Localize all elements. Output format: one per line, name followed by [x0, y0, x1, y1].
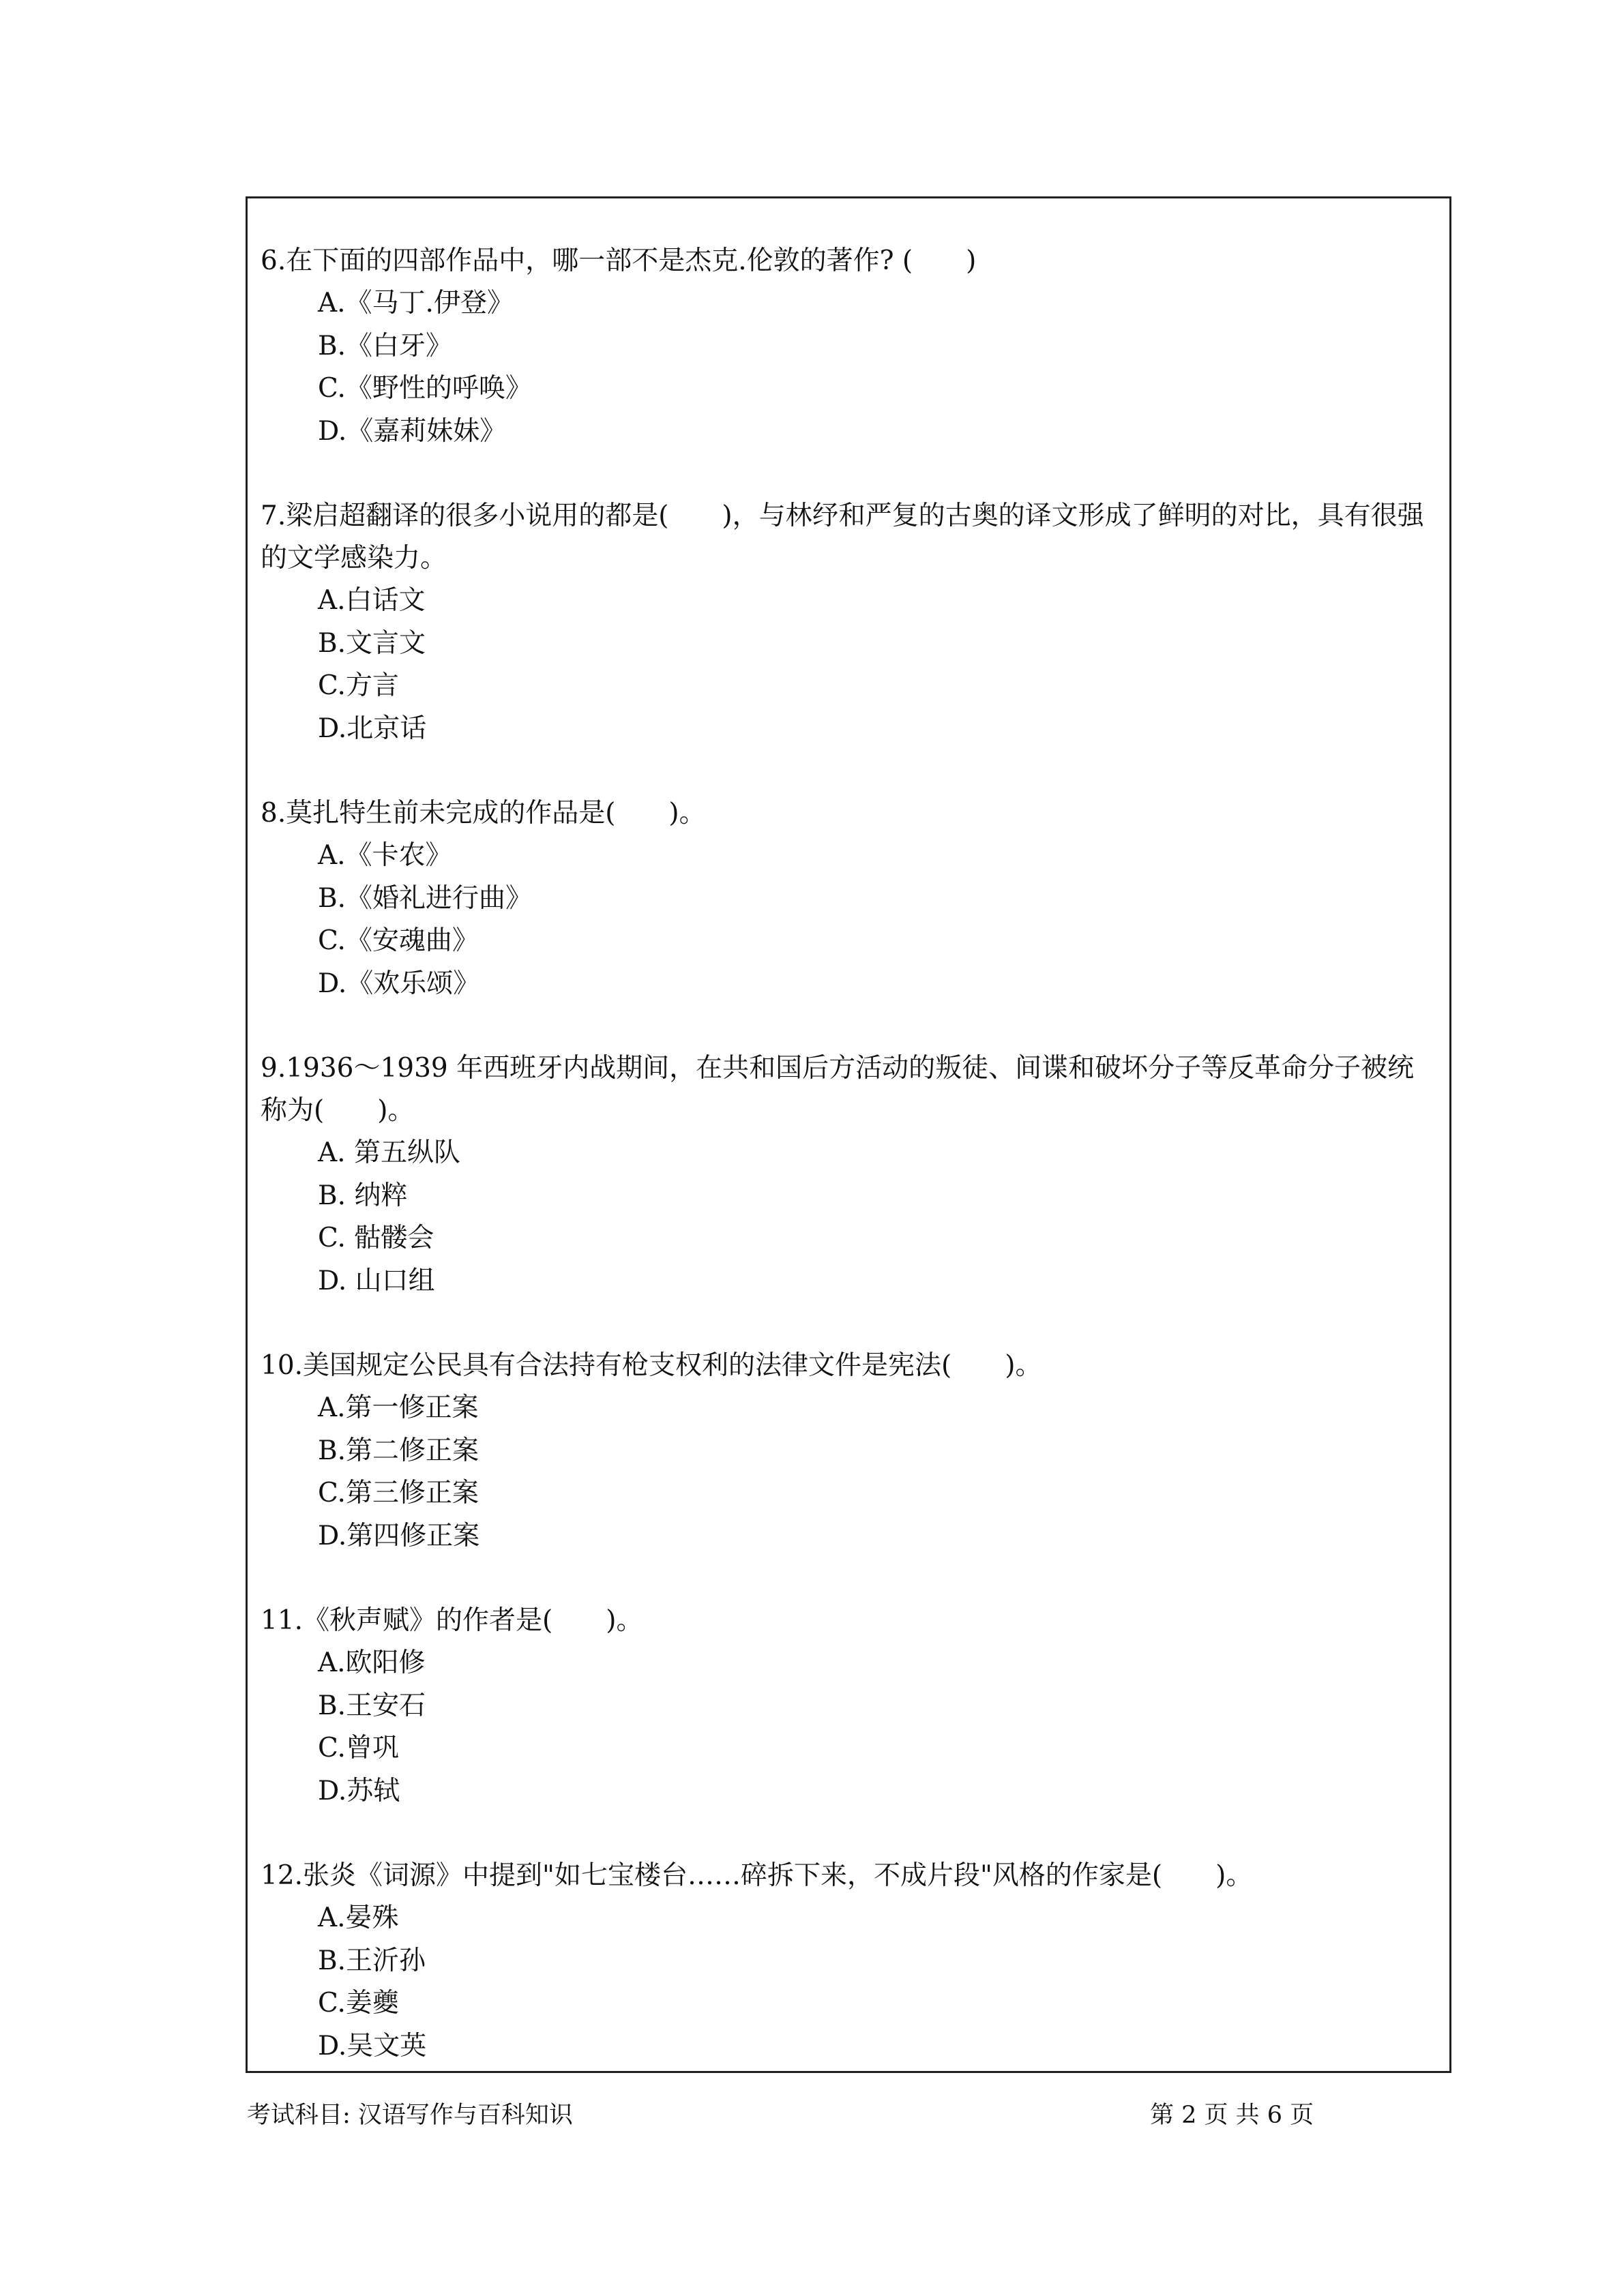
option-list [261, 1897, 1436, 2068]
question-text: 12.张炎《词源》中提到"如七宝楼台……碎拆下来，不成片段"风格的作家是( )。 [261, 1860, 1253, 1891]
option-a: A. 第五纵队 [318, 1137, 460, 1168]
question-text: 10.美国规定公民具有合法持有枪支权利的法律文件是宪法( )。 [261, 1350, 1042, 1381]
page-number: 第 2 页 共 6 页 [1150, 2102, 1314, 2129]
option-c: C. 骷髅会 [318, 1223, 434, 1253]
option-c: C.姜夔 [318, 1988, 399, 2018]
option-c: C.第三修正案 [318, 1478, 479, 1508]
option-list [261, 1387, 1436, 1557]
option-c: C.曾巩 [318, 1733, 399, 1763]
option-a: A.《卡农》 [318, 840, 452, 871]
option-list [261, 580, 1436, 750]
option-b: B.第二修正案 [318, 1435, 479, 1466]
option-a: A.欧阳修 [318, 1648, 426, 1678]
option-b: B.文言文 [318, 627, 426, 659]
question-text: 7.梁启超翻译的很多小说用的都是( )，与林纾和严复的古奥的译文形成了鲜明的对比，具有很强的文学感染力。 [261, 501, 1424, 573]
option-b: B. 纳粹 [318, 1180, 408, 1211]
option-b: B.《婚礼进行曲》 [318, 882, 533, 914]
option-list [261, 1642, 1436, 1813]
option-list [261, 835, 1436, 1005]
option-d: D.《欢乐颂》 [318, 968, 480, 999]
option-d: D.吴文英 [318, 2030, 427, 2061]
option-a: A.晏殊 [318, 1903, 399, 1933]
question-9 [261, 1047, 1436, 1302]
option-d: D. 山口组 [318, 1265, 435, 1296]
option-d: D.第四修正案 [318, 1520, 480, 1551]
question-text: 11.《秋声赋》的作者是( )。 [261, 1605, 643, 1636]
option-c: C.方言 [318, 670, 399, 701]
option-d: D.《嘉莉妹妹》 [318, 415, 507, 447]
option-d: D.北京话 [318, 713, 427, 744]
question-text: 8.莫扎特生前未完成的作品是( )。 [261, 798, 706, 829]
option-a: A.《马丁.伊登》 [318, 288, 514, 318]
option-c: C.《野性的呼唤》 [318, 373, 532, 404]
option-d: D.苏轼 [318, 1775, 400, 1806]
option-c: C.《安魂曲》 [318, 925, 479, 956]
question-7 [261, 495, 1436, 750]
question-6 [261, 240, 1436, 453]
question-list [261, 240, 1436, 2110]
option-a: A.白话文 [318, 585, 426, 616]
question-10 [261, 1345, 1436, 1557]
exam-subject: 考试科目: 汉语写作与百科知识 [247, 2102, 573, 2129]
option-a: A.第一修正案 [318, 1392, 479, 1423]
question-text: 9.1936～1939 年西班牙内战期间，在共和国后方活动的叛徒、间谍和破坏分子等反革命分子被统称为( )。 [261, 1053, 1415, 1126]
option-b: B.《白牙》 [318, 330, 453, 361]
question-12 [261, 1855, 1436, 2068]
question-text: 6.在下面的四部作品中，哪一部不是杰克.伦敦的著作? ( ) [261, 245, 977, 276]
question-8 [261, 792, 1436, 1005]
option-list [261, 1132, 1436, 1302]
question-11 [261, 1600, 1436, 1813]
option-b: B.王沂孙 [318, 1945, 426, 1976]
option-list [261, 282, 1436, 453]
option-b: B.王安石 [318, 1690, 426, 1721]
